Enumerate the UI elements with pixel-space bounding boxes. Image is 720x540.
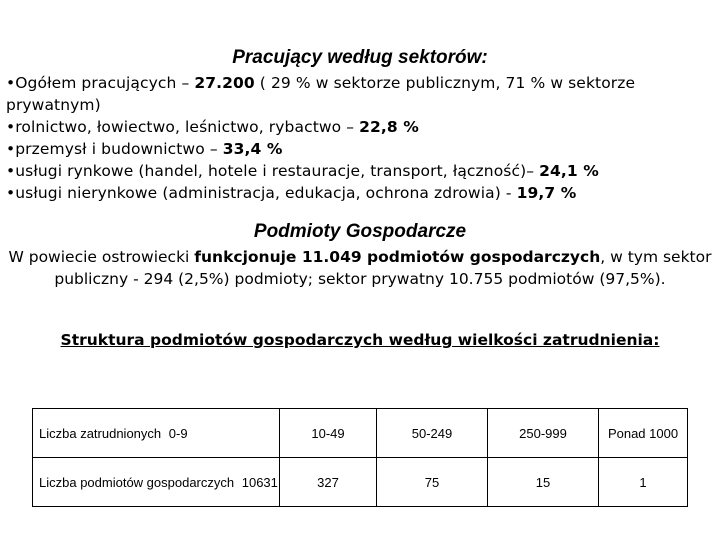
bullet-value: 22,8 %: [359, 118, 419, 136]
table-cell: 250-999: [488, 409, 599, 458]
table-cell-value: 0-9: [168, 425, 188, 441]
bullet-text: ( 29 % w sektorze publicznym, 71 % w sektorze prywatnym): [6, 74, 636, 114]
bullet-value: 19,7 %: [516, 184, 577, 202]
bullet-text: •usługi rynkowe (handel, hotele i restauracje, transport, łączność)–: [6, 162, 540, 180]
paragraph-text: , w tym sektor publiczny - 294 (2,5%) podmioty; sektor prywatny 10.755 podmiotów (97,5%).: [54, 248, 712, 288]
entities-heading: Podmioty Gospodarcze: [253, 221, 467, 242]
table-cell-value: 10631: [241, 474, 278, 490]
bullet-text: •Ogółem pracujących –: [6, 74, 195, 92]
bullet-text: •przemysł i budownictwo –: [6, 140, 223, 158]
table-row: [33, 409, 688, 458]
bullet-market-services: [6, 160, 712, 182]
bullet-industry: [6, 138, 712, 160]
table-cell: [33, 458, 280, 507]
paragraph-bold: funkcjonuje 11.049 podmiotów gospodarczych: [194, 248, 601, 266]
bullet-value: 24,1 %: [539, 162, 599, 180]
employment-size-table: [32, 408, 688, 507]
paragraph-text: W powiecie ostrowiecki: [8, 248, 195, 266]
sector-bullet-list: [6, 72, 712, 204]
table-row: [33, 458, 688, 507]
table-cell: 327: [280, 458, 377, 507]
bullet-nonmarket-services: [6, 182, 712, 204]
bullet-text: •rolnictwo, łowiectwo, leśnictwo, rybactwo –: [6, 118, 360, 136]
row-label: Liczba zatrudnionych: [39, 425, 162, 441]
sector-heading: Pracujący według sektorów:: [232, 47, 488, 68]
table-cell: 1: [599, 458, 688, 507]
row-label: Liczba podmiotów gospodarczych: [39, 474, 235, 490]
table-cell: [33, 409, 280, 458]
table-cell: 15: [488, 458, 599, 507]
bullet-value: 27.200: [194, 74, 255, 92]
bullet-agriculture: [6, 116, 712, 138]
table-cell: 75: [377, 458, 488, 507]
table-cell: Ponad 1000: [599, 409, 688, 458]
structure-heading: Struktura podmiotów gospodarczych według wielkości zatrudnienia:: [60, 331, 660, 349]
bullet-value: 33,4 %: [222, 140, 283, 158]
bullet-text: •usługi nierynkowe (administracja, edukacja, ochrona zdrowia) -: [6, 184, 517, 202]
table-cell: 10-49: [280, 409, 377, 458]
table-cell: 50-249: [377, 409, 488, 458]
bullet-total-employed: [6, 72, 712, 116]
entities-paragraph: [0, 246, 720, 290]
